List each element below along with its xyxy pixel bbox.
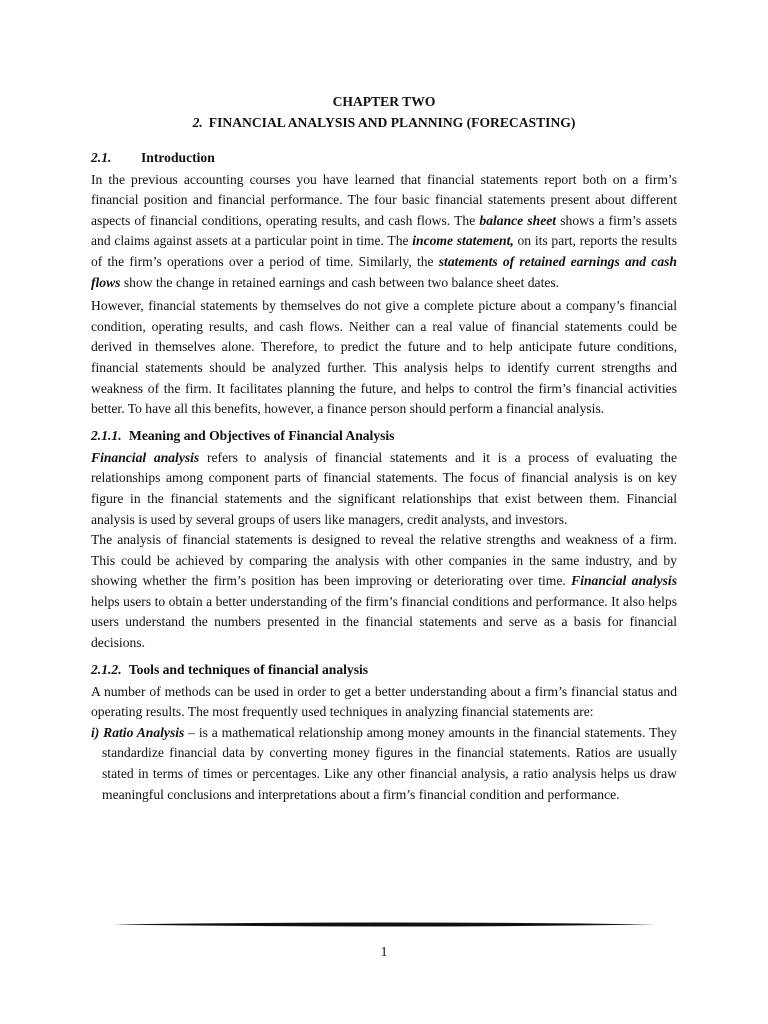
page-content	[91, 92, 677, 805]
list-item-ratio-analysis	[91, 723, 677, 805]
text-run: In the previous accounting courses you have learned that financial statements report both on a firm’s financial position and financial performance. The four basic financial statements present about different aspects of financial conditions, operating results, and cash flows. The	[91, 171, 677, 228]
intro-paragraph-1	[91, 170, 677, 294]
list-item-text: – is a mathematical relationship among money amounts in the financial statements. They standardize financial data by converting money figures in the financial statements. Ratios are usually stated in terms of times or percentages. Like any other financial analysis, a ratio analysis helps us draw meaningful conclusions and interpretations about a firm’s financial condition and performance.	[102, 724, 678, 802]
text-run: show the change in retained earnings and cash between two balance sheet dates.	[120, 274, 560, 290]
chapter-title-text: FINANCIAL ANALYSIS AND PLANNING (FORECASTING)	[208, 115, 576, 130]
text-run: shows a firm’s assets and claims against assets at a particular point in time. The	[91, 212, 678, 249]
emphasis-balance-sheet: balance sheet	[479, 212, 557, 228]
page-number: 1	[380, 944, 388, 959]
section-title: Meaning and Objectives of Financial Analysis	[129, 427, 395, 443]
emphasis-financial-analysis: Financial analysis	[91, 449, 200, 465]
intro-paragraph-2: However, financial statements by themselves do not give a complete picture about a company’s financial condition, operating results, and cash flows. Neither can a real value of financial statements could be derived in themselves alone. Therefore, to predict the future and to help anticipate future conditions, financial statements should be analyzed further. This analysis helps to identify current strengths and weakness of the firm. It facilitates planning the future, and helps to control the firm’s financial activities better. To have all this benefits, however, a finance person should perform a financial analysis.	[91, 298, 677, 417]
emphasis-retained-earnings: statements of retained earnings and cash flows	[91, 253, 677, 290]
section-number: 2.1.1.	[91, 427, 122, 443]
section-heading-intro	[91, 148, 677, 168]
chapter-number: 2.	[192, 115, 203, 130]
footer-divider	[113, 922, 655, 927]
text-run: The analysis of financial statements is designed to reveal the relative strengths and weakness of a firm. This could be achieved by comparing the analysis with other companies in the same industry, and by showing whether the firm’s position has been improving or deteriorating over time.	[91, 532, 677, 589]
meaning-paragraph-1	[91, 448, 677, 530]
section-title: Introduction	[141, 149, 215, 165]
section-number: 2.1.2.	[91, 661, 122, 677]
meaning-paragraph-2	[91, 530, 677, 654]
text-run: refers to analysis of financial statements and it is a process of evaluating the relationships among component parts of financial statements. The focus of financial analysis is on key figure in the financial statements and the significant relationships that exist between them. Financial analysis is used by several groups of users like managers, credit analysts, and investors.	[91, 449, 677, 527]
list-item-label: i) Ratio Analysis	[91, 724, 185, 740]
text-run: on its part, reports the results of the firm’s operations over a period of time. Similarly, the	[91, 233, 677, 269]
section-heading-tools	[91, 660, 677, 680]
section-number: 2.1.	[91, 149, 112, 165]
text-run: helps users to obtain a better understanding of the firm’s financial conditions and performance. It also helps users understand the numbers presented in the financial statements and serve as a basis for financial decisions.	[91, 593, 677, 651]
section-heading-meaning	[91, 426, 677, 446]
section-title: Tools and techniques of financial analysis	[128, 661, 369, 677]
tools-paragraph-1: A number of methods can be used in order to get a better understanding about a firm’s financial status and operating results. The most frequently used techniques in analyzing financial statements are:	[91, 683, 677, 720]
chapter-label: CHAPTER TWO	[332, 94, 436, 109]
emphasis-financial-analysis: Financial analysis	[571, 573, 677, 589]
chapter-title	[91, 113, 677, 134]
emphasis-income-statement: income statement,	[412, 233, 514, 249]
